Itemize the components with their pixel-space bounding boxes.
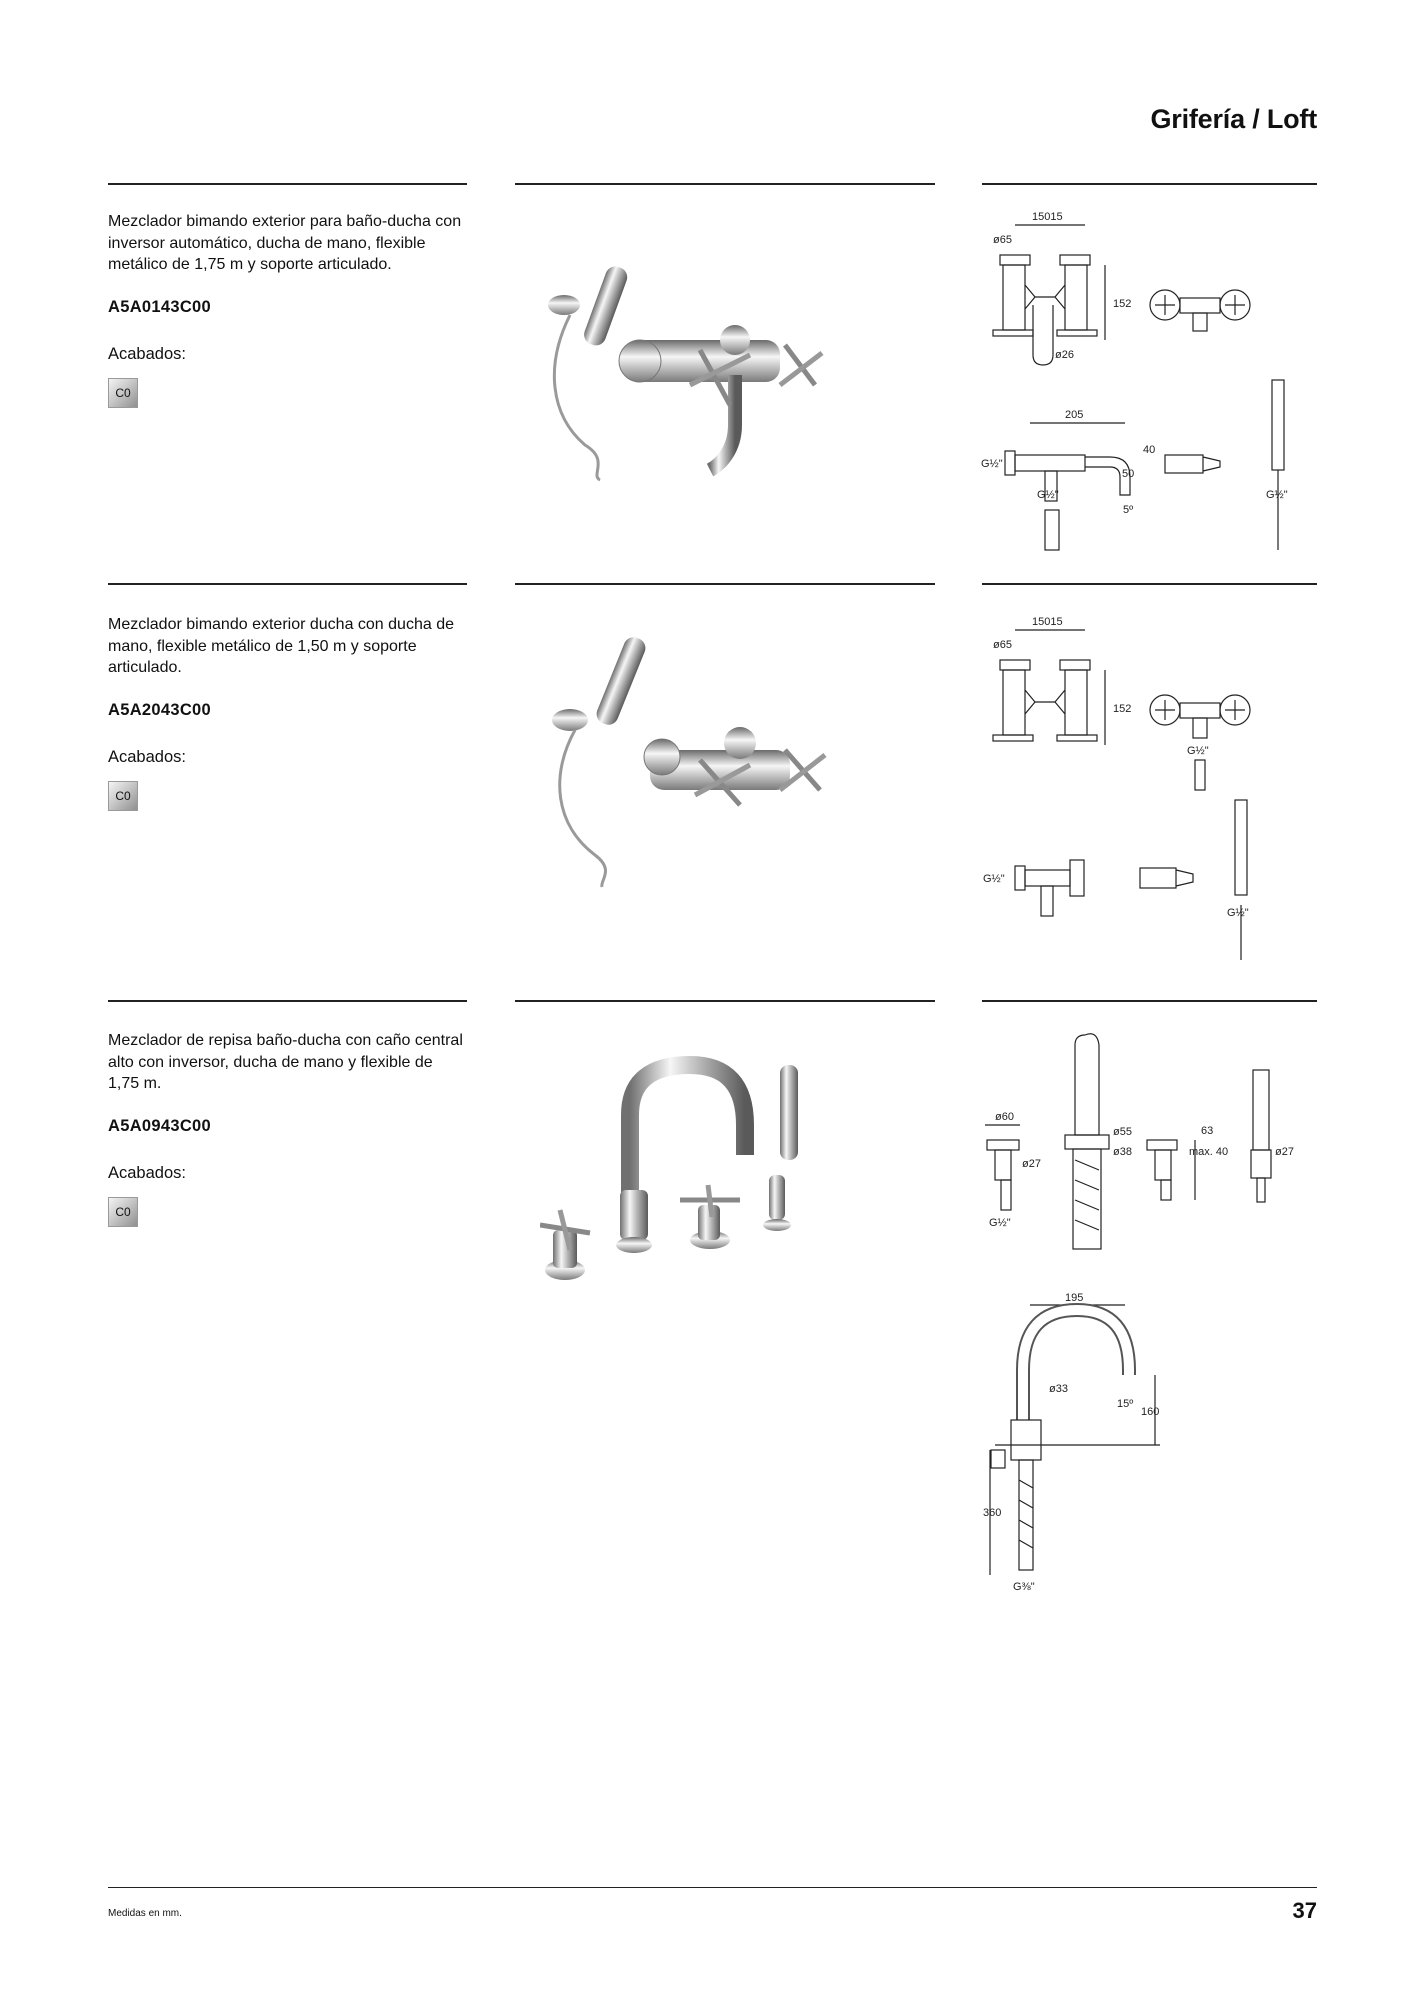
finish-code: C0 (115, 385, 131, 400)
finish-code: C0 (115, 788, 131, 803)
dim-thread-outlet: G½" (1187, 745, 1209, 757)
dim-diameter-spout: ø33 (1049, 1383, 1068, 1395)
dim-thread-inlet: G½" (983, 873, 1005, 885)
footer-rule (108, 1887, 1317, 1888)
product-2-rule-drawing (982, 583, 1317, 585)
product-description: Mezclador bimando exterior para baño-ducha con inversor automático, ducha de mano, flexible metálico de 1,75 m y soporte articulado. (108, 213, 462, 273)
dim-diameter-spout-base: ø55 (1113, 1126, 1132, 1138)
dim-diameter-handle: ø60 (995, 1111, 1014, 1123)
product-code: A5A2043C00 (108, 700, 211, 719)
finishes-label: Acabados: (108, 747, 186, 766)
dim-offset: 40 (1143, 444, 1156, 456)
dim-diameter-spout-body: ø38 (1113, 1146, 1132, 1158)
product-2-photo (540, 625, 840, 890)
dim-spout-height: 50 (1122, 468, 1135, 480)
dim-max-deck: max. 40 (1189, 1146, 1229, 1158)
finish-swatch[interactable] (108, 1197, 138, 1227)
product-code: A5A0143C00 (108, 297, 211, 316)
dim-thread-valve: G½" (989, 1217, 1011, 1229)
product-description: Mezclador de repisa baño-ducha con caño central alto con inversor, ducha de mano y flexible de 1,75 m. (108, 1032, 463, 1092)
dim-width: 15015 (1032, 616, 1063, 628)
dim-thread-shower: G½" (1266, 489, 1288, 501)
product-2-rule-text (108, 583, 467, 585)
product-description: Mezclador bimando exterior ducha con ducha de mano, flexible metálico de 1,50 m y soporte articulado. (108, 616, 454, 676)
product-1-rule-drawing (982, 183, 1317, 185)
finish-code: C0 (115, 1204, 131, 1219)
page-number: 37 (1292, 1898, 1317, 1923)
dim-width: 15015 (1032, 211, 1063, 223)
dim-diameter-shower: ø27 (1275, 1146, 1294, 1158)
dim-angle: 5º (1123, 504, 1134, 516)
dim-spout-angle: 15º (1117, 1398, 1134, 1410)
product-3-text (108, 1030, 468, 1227)
product-2-text (108, 614, 468, 811)
dim-diameter-handle: ø65 (993, 234, 1012, 246)
dim-height: 152 (1113, 298, 1132, 310)
dim-thread-inlet: G½" (981, 458, 1003, 470)
dim-thread-shower: G½" (1227, 907, 1249, 919)
dim-diameter-handle: ø65 (993, 639, 1012, 651)
product-1-rule-photo (515, 183, 935, 185)
page-title: Grifería / Loft (1150, 104, 1317, 134)
dim-length: 205 (1065, 409, 1084, 421)
product-3-rule-photo (515, 1000, 935, 1002)
dim-hose-length: 360 (983, 1507, 1002, 1519)
product-1-technical-drawing (975, 205, 1320, 555)
product-1-rule-text (108, 183, 467, 185)
product-2-technical-drawing (975, 610, 1320, 970)
product-1-photo (530, 225, 840, 485)
product-3-photo (540, 1055, 830, 1295)
dim-thread-inlet: G⅜" (1013, 1581, 1035, 1593)
footer-note: Medidas en mm. (108, 1908, 182, 1919)
finish-swatch[interactable] (108, 781, 138, 811)
dim-thread-outlet: G½" (1037, 489, 1059, 501)
product-3-rule-drawing (982, 1000, 1317, 1002)
dim-handle-height: 63 (1201, 1125, 1214, 1137)
product-code: A5A0943C00 (108, 1116, 211, 1135)
dim-spout-height: 160 (1141, 1406, 1160, 1418)
finishes-label: Acabados: (108, 344, 186, 363)
finishes-label: Acabados: (108, 1163, 186, 1182)
dim-diameter-spout: ø26 (1055, 349, 1074, 361)
dim-height: 152 (1113, 703, 1132, 715)
product-1-text (108, 211, 468, 408)
dim-diameter-body: ø27 (1022, 1158, 1041, 1170)
product-2-rule-photo (515, 583, 935, 585)
product-3-rule-text (108, 1000, 467, 1002)
product-3-technical-drawing (975, 1030, 1320, 1600)
finish-swatch[interactable] (108, 378, 138, 408)
dim-reach: 195 (1065, 1292, 1084, 1304)
